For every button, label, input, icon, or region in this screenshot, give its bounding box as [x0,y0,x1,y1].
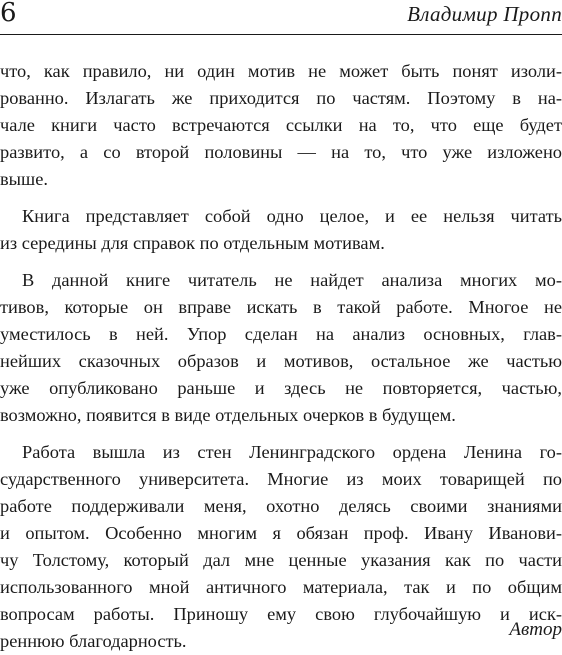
header-author: Владимир Пропп [407,2,562,26]
text-line: сударственного университета. Многие из моих товарищей по [0,469,562,489]
text-line: возможно, появится в виде отдельных очерков в будущем. [0,405,456,425]
text-line: развито, а со второй половины — на то, что уже изложено [0,142,562,162]
text-line: реннюю благодарность. [0,631,187,651]
text-line: использованного мной античного материала, так и по общим [0,577,562,597]
paragraph-3 [0,267,562,429]
text-line: нейших сказочных образов и мотивов, остальное же частью [0,351,562,371]
text-line: из середины для справок по отдельным мотивам. [0,233,385,253]
page-number: 6 [0,0,17,28]
text-line: уже опубликовано раньше и здесь не повторяется, частью, [0,378,562,398]
paragraph-2 [0,203,562,257]
text-line: Работа вышла из стен Ленинградского ордена Ленина го- [22,442,562,462]
signature: Автор [509,619,562,640]
body-text [0,58,562,655]
text-line: работе поддерживали меня, охотно делясь своими знаниями [0,496,562,516]
text-line: что, как правило, ни один мотив не может быть понят изоли- [0,61,562,81]
paragraph-4 [0,439,562,655]
text-line: тивов, которые он вправе искать в такой работе. Многое не [0,297,562,317]
text-line: уместилось в ней. Упор сделан на анализ основных, глав- [0,324,562,344]
running-head [0,0,562,35]
text-line: В данной книге читатель не найдет анализа многих мо- [22,270,562,290]
paragraph-1 [0,58,562,193]
text-line: и опытом. Особенно многим я обязан проф. Ивану Иванови- [0,523,562,543]
text-line: Книга представляет собой одно целое, и ее нельзя читать [22,206,562,226]
text-line: выше. [0,169,48,189]
text-line: вопросам работы. Приношу ему свою глубочайшую и иск- [0,604,562,624]
text-line: рованно. Излагать же приходится по частям. Поэтому в на- [0,88,562,108]
text-line: чале книги часто встречаются ссылки на то, что еще будет [0,115,562,135]
text-line: чу Толстому, который дал мне ценные указания как по части [0,550,562,570]
